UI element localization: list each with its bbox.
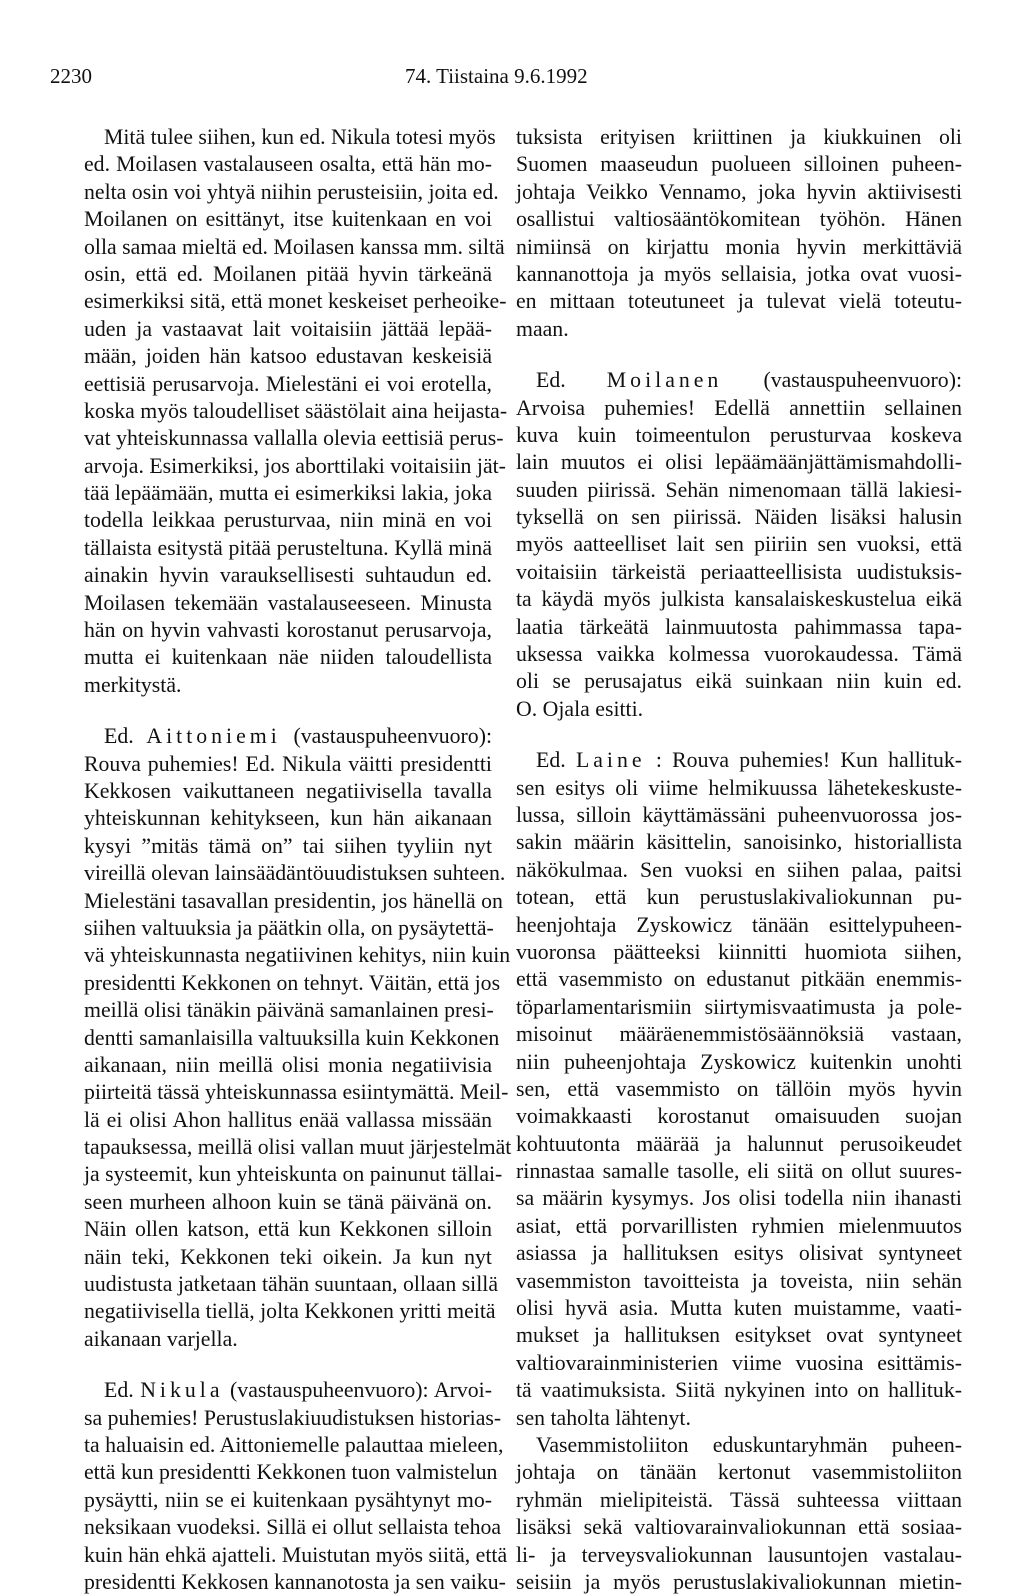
paragraph: [516, 124, 962, 343]
text-line: Mielestäni tasavallan presidentin, jos hänellä on: [84, 888, 503, 913]
text-line: meillä olisi tänäkin päivänä samanlainen presi-: [84, 998, 494, 1023]
text-line: merkitystä.: [84, 672, 182, 697]
text-line: suuden piirissä. Sehän nimenomaan tällä lakiesi-: [516, 477, 962, 502]
speaker-role: (vastauspuheenvuoro): Arvoi-: [230, 1378, 492, 1403]
text-line: osin, että ed. Moilanen pitää hyvin tärkeänä: [84, 261, 492, 286]
speaker-line: [516, 367, 962, 394]
text-line: Arvoisa puhemies! Edellä annettiin sellainen: [516, 395, 962, 420]
text-line: niin puheenjohtaja Zyskowicz kuitenkin unohti: [516, 1049, 962, 1074]
page-header: [50, 64, 984, 92]
text-line: misoinut määräenemmistösäännöksiä vastaan,: [516, 1022, 962, 1047]
text-line: oli se perusajatus eikä suinkaan niin kuin ed.: [516, 669, 962, 694]
text-line: O. Ojala esitti.: [516, 696, 644, 721]
text-line: laatia tärkeätä lainmuutosta pahimmassa tapa-: [516, 614, 962, 639]
speaker-prefix: Ed.: [536, 748, 566, 773]
text-line: tyksellä on sen piirissä. Näiden lisäksi halusin: [516, 505, 962, 530]
text-line: eettisiä perusarvoja. Mielestäni ei voi erotella,: [84, 371, 492, 396]
text-line: johtaja on tänään kertonut vasemmistoliiton: [516, 1460, 962, 1485]
text-line: ryhmän mielipiteistä. Tässä suhteessa viittaan: [516, 1487, 962, 1512]
text-line: näkökulmaa. Sen vuoksi en siihen palaa, paitsi: [516, 857, 962, 882]
text-line: kohtuutonta määrää ja halunnut perusoikeudet: [516, 1131, 962, 1156]
text-line: asiat, että porvarillisten ryhmien mielenmuutos: [516, 1213, 962, 1238]
text-line: tällaista esitystä pitää perusteltuna. Kyllä minä: [84, 535, 492, 560]
paragraph: [516, 395, 962, 724]
text-line: Mitä tulee siihen, kun ed. Nikula totesi myös: [104, 125, 496, 149]
speaker-name: Aittoniemi: [146, 724, 281, 749]
text-line: vat yhteiskunnassa vallalla olevia eettisiä perus-: [84, 426, 504, 451]
text-line: koska myös taloudelliset säästölait aina heijasta-: [84, 398, 508, 423]
text-line: mukset ja hallituksen esitykset ovat syntyneet: [516, 1323, 962, 1348]
text-line: siihen valtuuksia ja päätkin olla, on pysäytettä-: [84, 915, 494, 940]
text-line: tää lepäämään, mutta ei esimerkiksi lakia, joka: [84, 481, 492, 506]
text-line: Näin ollen katson, että kun Kekkonen silloin: [84, 1217, 492, 1242]
text-line: sen taholta lähtenyt.: [516, 1405, 691, 1430]
text-line: Moilanen on esittänyt, itse kuitenkaan en voi: [84, 207, 492, 232]
text-line: Vasemmistoliiton eduskuntaryhmän puheen-: [536, 1432, 962, 1457]
text-line: uudistusta jatketaan tähän suuntaan, ollaan sillä: [84, 1272, 499, 1297]
text-line: totean, että kun perustuslakivaliokunnan pu-: [516, 885, 962, 910]
text-line: presidentti Kekkosen kannanotosta ja sen vaiku-: [84, 1569, 506, 1594]
speaker-role: (vastauspuheenvuoro):: [293, 724, 493, 749]
text-line: töparlamentarismiin siirtymisvaatimusta ja pole-: [516, 994, 962, 1019]
text-line: kannanottoja ja myös sellaisia, jotka ovat vuosi-: [516, 261, 962, 286]
text-line: pysäytti, niin se ei kuitenkaan pysähtynyt mo-: [84, 1487, 492, 1512]
text-line: tuksista erityisen kriittinen ja kiukkuinen oli: [516, 125, 962, 149]
text-line: presidentti Kekkonen on tehnyt. Väitän, että jos: [84, 970, 501, 995]
text-line: sa määrin kysymys. Jos olisi todella niin ihanasti: [516, 1186, 962, 1211]
text-line: olla samaa mieltä ed. Moilasen kanssa mm. siltä: [84, 234, 505, 259]
paragraph-gap: [516, 723, 962, 747]
text-line: ainakin hyvin varauksellisesti suhtaudun ed.: [84, 563, 492, 588]
text-line: myös aatteelliset lait sen piiriin sen vuoksi, että: [516, 532, 962, 557]
speaker-line: [84, 1377, 492, 1404]
text-line: voimakkaasti korostanut omaisuuden suojan: [516, 1104, 962, 1129]
text-line: tä vaatimuksista. Siitä nykyinen into on hallituk-: [516, 1378, 962, 1403]
text-line: kysyi ”mitäs tämä on” tai siihen tyyliin nyt: [84, 833, 492, 858]
text-line: sen, että vasemmisto on tällöin myös hyvin: [516, 1076, 962, 1101]
speaker-prefix: Ed.: [104, 1378, 134, 1403]
text-line: ta käydä myös julkista kansalaiskeskustelua eikä: [516, 587, 962, 612]
page-number: 2230: [50, 64, 92, 88]
text-line: li- ja terveysvaliokunnan lausuntojen vastalau-: [516, 1542, 962, 1567]
paragraph-gap: [84, 699, 492, 723]
text-line: esimerkiksi sitä, että monet keskeiset perheoike-: [84, 289, 507, 314]
text-line: vireillä olevan lainsäädäntöuudistuksen suhteen.: [84, 861, 506, 886]
text-line: maan.: [516, 316, 569, 341]
text-line: valtiovarainministerien viime vuosina esittämis-: [516, 1350, 962, 1375]
text-line: piirteitä tässä yhteiskunnassa esiintymättä. Meil-: [84, 1080, 509, 1105]
text-line: tapauksessa, meillä olisi vallan muut järjestelmät: [84, 1135, 512, 1160]
paragraph-gap: [84, 1353, 492, 1377]
text-line: sa puhemies! Perustuslakiuudistuksen historias-: [84, 1405, 502, 1430]
text-line: Moilasen tekemään vastalauseeseen. Minusta: [84, 590, 492, 615]
text-line: lain muutos ei olisi lepäämäänjättämismahdolli-: [516, 450, 962, 475]
speaker-line: [84, 723, 492, 750]
text-line: rinnastaa samalle tasolle, eli siitä on ollut suures-: [516, 1159, 962, 1184]
text-line: seisiin ja myös perustuslakivaliokunnan mietin-: [516, 1569, 962, 1594]
text-line: arvoja. Esimerkiksi, jos aborttilaki voitaisiin jät-: [84, 453, 506, 478]
text-line: sen esitys oli viime helmikuussa lähetekeskuste-: [516, 775, 962, 800]
text-line: että vasemmisto on edustanut pitkään enemmis-: [516, 967, 962, 992]
speaker-prefix: Ed.: [536, 368, 566, 393]
text-line: lisäksi sekä valtiovarainvaliokunnan että sosiaa-: [516, 1515, 962, 1540]
text-line: kuin hän ehkä ajatteli. Muistutan myös siitä, että: [84, 1542, 508, 1567]
text-line: voitaisiin tärkeistä periaatteellisista uudistuksis-: [516, 559, 962, 584]
text-line: en mittaan toteutuneet ja tulevat vielä toteutu-: [516, 289, 962, 314]
paragraph-gap: [516, 343, 962, 367]
text-line: mutta ei kuitenkaan näe niiden taloudellista: [84, 645, 492, 670]
paragraph: [516, 775, 962, 1432]
text-line: johtaja Veikko Vennamo, joka hyvin aktiivisesti: [516, 179, 962, 204]
text-line: asiassa ja hallituksen esitys olisivat syntyneet: [516, 1241, 962, 1266]
text-line: Rouva puhemies! Ed. Nikula väitti presidentti: [84, 751, 492, 776]
right-column: [516, 124, 962, 1596]
text-line: heenjohtaja Zyskowicz tänään esittelypuheen-: [516, 912, 962, 937]
text-line: negatiivisella tiellä, jolta Kekkonen yritti meitä: [84, 1299, 496, 1324]
text-line: yhteiskunnan kehitykseen, kun hän aikanaan: [84, 806, 492, 831]
paragraph: [84, 1405, 508, 1596]
text-line: sakin määrin käsittelin, sanoisinko, historiallista: [516, 830, 962, 855]
speaker-line: [516, 747, 962, 774]
text-line: vä yhteiskunnasta negatiivinen kehitys, niin kuin: [84, 943, 511, 968]
paragraph: [84, 751, 512, 1354]
text-line: Suomen maaseudun puolueen silloinen puheen-: [516, 152, 962, 177]
speaker-role: (vastauspuheenvuoro):: [763, 368, 963, 393]
text-line: hän on hyvin vahvasti korostanut perusarvoja,: [84, 618, 492, 643]
text-line: aikanaan varjella.: [84, 1326, 238, 1351]
text-line: aikanaan, niin meillä olisi monia negatiivisia: [84, 1052, 492, 1077]
text-line: Kekkosen vaikuttaneen negatiivisella tavalla: [84, 778, 492, 803]
text-line: vasemmiston tavoitteista ja toveista, niin sehän: [516, 1268, 962, 1293]
text-line: uden ja vastaavat lait voitaisiin jättää lepää-: [84, 316, 492, 341]
text-line: mään, joiden hän katsoo edustavan keskeisiä: [84, 344, 492, 369]
text-line: olisi hyvä asia. Mutta kuten muistamme, vaati-: [516, 1296, 962, 1321]
text-line: lä ei olisi Ahon hallitus enää vallassa missään: [84, 1107, 492, 1132]
text-line: ja systeemit, kun yhteiskunta on painunut tällai-: [84, 1162, 503, 1187]
speaker-role: : Rouva puhemies! Kun hallituk-: [655, 748, 963, 773]
text-line: nelta osin voi yhtyä niihin perusteisiin, joita ed.: [84, 179, 499, 204]
text-line: uksessa vaikka kolmessa vuorokaudessa. Tämä: [516, 642, 962, 667]
paragraph: [84, 124, 508, 699]
text-line: lussa, silloin käyttämässäni puheenvuorossa jos-: [516, 802, 962, 827]
speaker-name: Moilanen: [606, 368, 723, 393]
paragraph: [516, 1432, 962, 1596]
text-line: ta haluaisin ed. Aittoniemelle palauttaa mieleen,: [84, 1432, 504, 1457]
speaker-prefix: Ed.: [104, 724, 134, 749]
text-line: vuoronsa päätteeksi kiinnitti huomiota siihen,: [516, 939, 962, 964]
issue-date: 74. Tiistaina 9.6.1992: [405, 64, 588, 88]
text-line: näin teki, Kekkonen teki oikein. Ja kun nyt: [84, 1244, 492, 1269]
left-column: [84, 124, 512, 1596]
text-line: ed. Moilasen vastalauseen osalta, että hän mo-: [84, 152, 492, 177]
text-line: todella leikkaa perusturvaa, niin minä en voi: [84, 508, 492, 533]
text-line: seen murheen alhoon kuin se tänä päivänä on.: [84, 1189, 492, 1214]
speaker-name: Laine: [575, 748, 646, 773]
speaker-name: Nikula: [140, 1378, 224, 1403]
text-line: neksikaan vuodeksi. Sillä ei ollut sellaista tehoa: [84, 1515, 502, 1540]
text-line: dentti samanlaisilla valtuuksilla kuin Kekkonen: [84, 1025, 500, 1050]
text-line: osallistui valtiosääntökomitean työhön. Hänen: [516, 207, 962, 232]
text-line: nimiinsä on kirjattu monia hyvin merkittäviä: [516, 234, 962, 259]
text-line: kuva kuin toimeentulon perusturvaa koskeva: [516, 422, 962, 447]
text-line: että kun presidentti Kekkonen tuon valmistelun: [84, 1460, 498, 1485]
